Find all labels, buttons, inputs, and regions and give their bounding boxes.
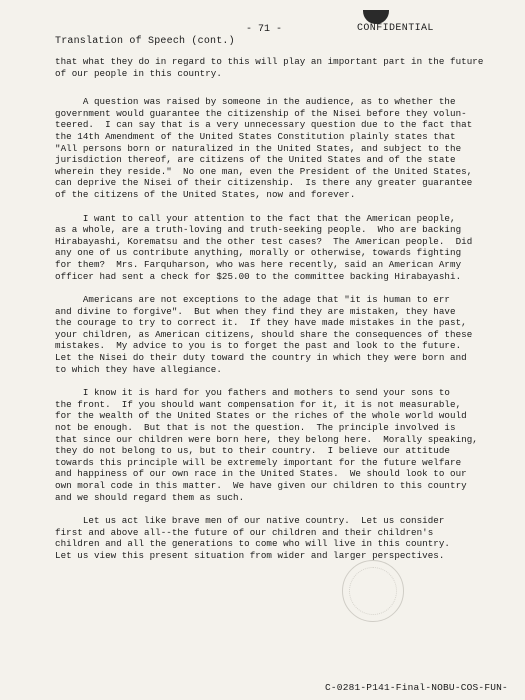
page-number: - 71 - xyxy=(246,24,283,35)
document-body xyxy=(55,56,484,562)
paragraph-2: A question was raised by someone in the audience, as to whether the government would guarantee the citizenship of the Nisei before they volun- teered. I can say that is a very unnecessary question due to the fact that the 14th Amendment of the United States Constitution plainly states that "All persons born or naturalized in the United States, and subject to the jurisdiction thereof, are citizens of the United States and of the state wherein they reside." No one man, even the President of the United States, can deprive the Nisei of their citizenship. Is there any greater guarantee of the citizens of the United States, now and forever. xyxy=(55,96,473,200)
paragraph-6: Let us act like brave men of our native country. Let us consider first and above all--the future of our children and their children's children and all the generations to come who will live in this country. Let us view this present situation from wider and larger perspectives. xyxy=(55,515,451,561)
document-code: C-0281-P141-Final-NOBU-COS-FUN- xyxy=(325,682,508,693)
classification-label: CONFIDENTIAL xyxy=(357,23,434,34)
paragraph-4: Americans are not exceptions to the adage that "it is human to err and divine to forgive". But when they find they are mistaken, they have the courage to try to correct it. If they have made mistakes in the past, your children, as American citizens, should share the consequences of these mistakes. My advice to you is to forget the past and look to the future. Let the Nisei do their duty toward the country in which they were born and to which they have allegiance. xyxy=(55,294,473,375)
punch-hole xyxy=(363,10,389,24)
archive-stamp xyxy=(342,560,404,622)
paragraph-1: that what they do in regard to this will play an important part in the future of our people in this country. xyxy=(55,56,484,79)
paragraph-5: I know it is hard for you fathers and mothers to send your sons to the front. If you should want compensation for it, it is not measurable, for the wealth of the United States or the riches of the whole world would not be enough. But that is not the question. The principle involved is that since our children were born here, they belong here. Morally speaking, they do not belong to us, but to their country. I believe our attitude towards this principle will be extremely important for the future welfare and happiness of our own race in the United States. We should look to our own moral code in this matter. We have given our children to this country and we should regard them as such. xyxy=(55,387,478,503)
paragraph-3: I want to call your attention to the fact that the American people, as a whole, are a truth-loving and truth-seeking people. Who are backing Hirabayashi, Korematsu and the other test cases? The American people. Did any one of us contribute anything, morally or otherwise, towards fighting for them? Mrs. Farquharson, who was here recently, said an American Army officer had sent a check for $25.00 to the committee backing Hirabayashi. xyxy=(55,212,473,282)
document-title: Translation of Speech (cont.) xyxy=(55,36,235,47)
